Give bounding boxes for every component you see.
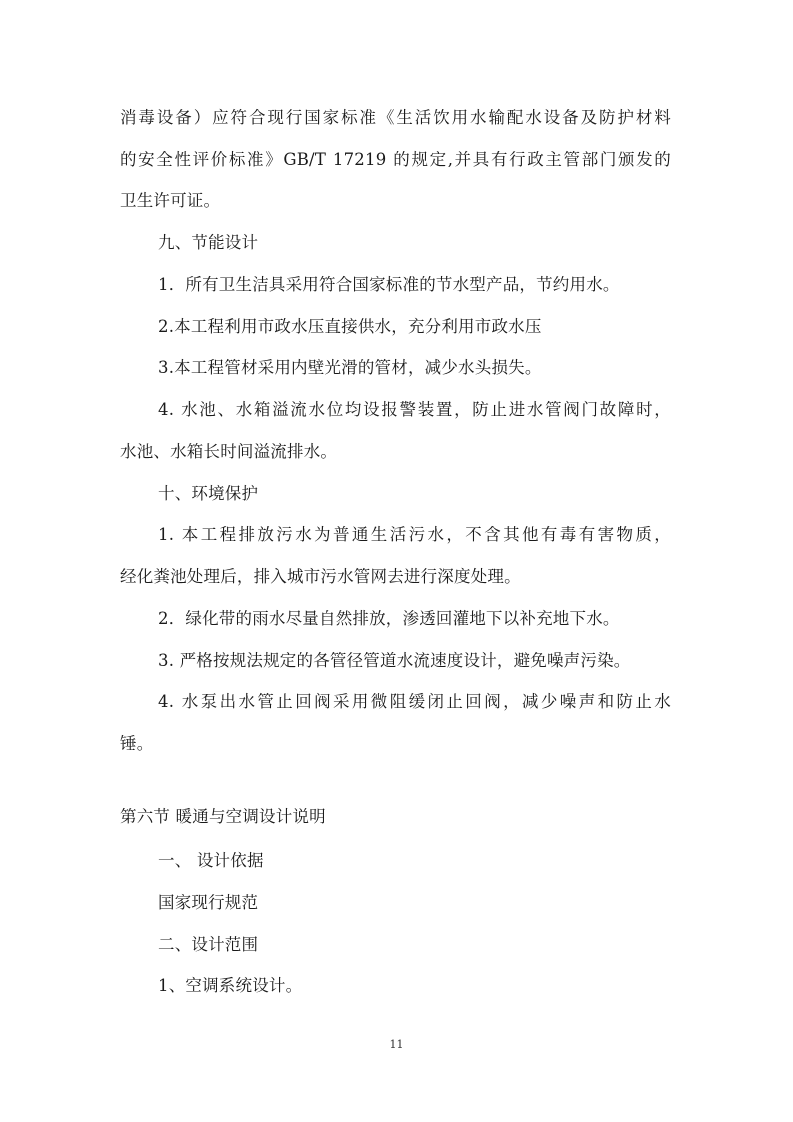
list-item: 4. 水泵出水管止回阀采用微阻缓闭止回阀，减少噪声和防止水 — [158, 692, 671, 711]
subsection-heading-design-scope: 二、设计范围 — [158, 935, 259, 954]
section-heading-environmental-protection: 十、环境保护 — [158, 484, 259, 503]
list-item: 3.本工程管材采用内壁光滑的管材，减少水头损失。 — [158, 358, 542, 377]
list-item: 1．所有卫生洁具采用符合国家标准的节水型产品，节约用水。 — [158, 275, 620, 294]
paragraph-line: 国家现行规范 — [158, 893, 259, 912]
paragraph-line: 的安全性评价标准》GB/T 17219 的规定,并具有行政主管部门颁发的 — [120, 150, 671, 169]
page-number: 11 — [389, 1038, 404, 1051]
list-item-continuation: 经化粪池处理后，排入城市污水管网去进行深度处理。 — [120, 567, 521, 586]
paragraph-line: 消毒设备）应符合现行国家标准《生活饮用水输配水设备及防护材料 — [120, 108, 671, 127]
list-item: 2．绿化带的雨水尽量自然排放，渗透回灌地下以补充地下水。 — [158, 609, 620, 628]
list-item-continuation: 水池、水箱长时间溢流排水。 — [120, 442, 338, 461]
section-title-hvac: 第六节 暖通与空调设计说明 — [120, 807, 326, 826]
subsection-heading-design-basis: 一、 设计依据 — [158, 851, 264, 870]
paragraph-line: 卫生许可证。 — [120, 191, 221, 210]
list-item-continuation: 锤。 — [120, 734, 154, 753]
list-item: 1. 本工程排放污水为普通生活污水，不含其他有毒有害物质， — [158, 525, 671, 544]
list-item: 1、空调系统设计。 — [158, 976, 303, 995]
section-heading-energy-saving: 九、节能设计 — [158, 233, 259, 252]
list-item: 2.本工程利用市政水压直接供水，充分利用市政水压 — [158, 317, 542, 336]
list-item: 3. 严格按规法规定的各管径管道水流速度设计，避免噪声污染。 — [158, 651, 631, 670]
list-item: 4. 水池、水箱溢流水位均设报警装置，防止进水管阀门故障时， — [158, 400, 671, 419]
